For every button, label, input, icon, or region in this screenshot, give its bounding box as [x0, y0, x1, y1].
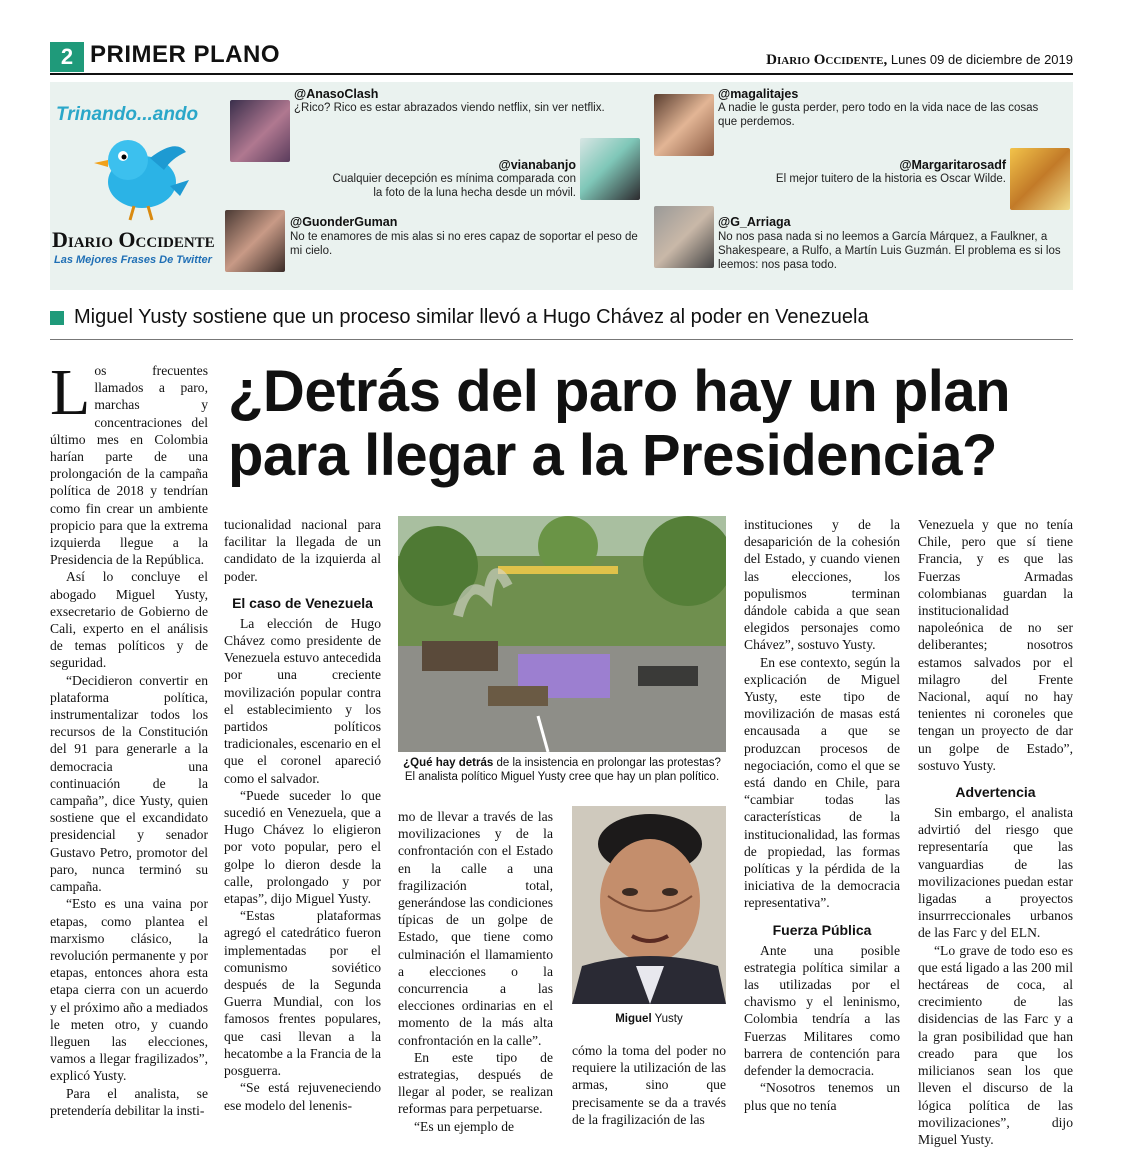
paragraph: Así lo concluye el abogado Miguel Yusty, exsecretario de Gobierno de Cali, experto en el análisis de temas políticos y de seguridad.: [50, 569, 208, 671]
article-column-2: [224, 516, 381, 1114]
protest-photo: [398, 516, 726, 752]
issue-date: Lunes 09 de diciembre de 2019: [890, 52, 1073, 67]
caption-text: Yusty: [651, 1013, 683, 1025]
subtitle-marker: [50, 311, 64, 325]
paragraph: “Estas plataformas agregó el catedrático fueron implementadas por el comunismo soviético después de la Segunda Guerra Mundial, con los famosos frentes populares, que casi llevan a la hecatombe a la Francia de la posguerra.: [224, 908, 381, 1079]
section-heading: Advertencia: [955, 784, 1036, 801]
paragraph: En ese contexto, según la explicación de Miguel Yusty, este tipo de movilización de masas está encausada a que se produzcan procesos de negociación, como el que se está dando en Chile, para “cambiar todas las características de la institucionalidad, las formas de propiedad, las formas políticas y la pérdida de la iniciativa de la democracia representativa”.: [744, 654, 900, 911]
paragraph: “Es un ejemplo de: [414, 1118, 515, 1134]
twitter-bird-icon: [90, 130, 190, 222]
paragraph: cómo la toma del poder no requiere la utilización de las armas, sino que precisamente se da a través de la fragilización de las: [572, 1043, 726, 1127]
paragraph: tucionalidad nacional para facilitar la llegada de un candidato de la izquierda al poder.: [224, 517, 381, 584]
portrait-caption: [572, 1012, 726, 1026]
subtitle-rule: [50, 339, 1073, 340]
article-column-6: [918, 516, 1073, 1148]
tweet-handle: @AnasoClash: [294, 87, 379, 101]
paragraph: “Puede suceder lo que sucedió en Venezuela, que a Hugo Chávez lo eligieron por voto popular, pero el golpe lo dieron desde la calle, prolongado y por etapas”, dijo Miguel Yusty.: [224, 787, 381, 907]
paragraph: Ante una posible estrategia política similar a las utilizadas por el chavismo y el leninismo, Colombia tendría a las Fuerzas Militares como barrera de contención para defender la democracia.: [744, 942, 900, 1079]
section-title: PRIMER PLANO: [90, 41, 281, 68]
twitter-quotes-panel: [50, 82, 1073, 290]
page-number: 2: [50, 42, 84, 72]
twitter-brand: [50, 82, 228, 290]
section-heading: Fuerza Pública: [772, 921, 872, 938]
paper-name: Diario Occidente,: [766, 52, 888, 68]
tweet-text: No nos pasa nada si no leemos a García Márquez, a Faulkner, a Shakespeare, a Rulfo, a Martín Luis Guzmán. El problema es si los leemos: nos pasa todo.: [718, 231, 1061, 271]
caption-lead: Miguel: [615, 1013, 652, 1025]
tweet-text: A nadie le gusta perder, pero todo en la vida nace de las cosas que perdemos.: [718, 102, 1039, 128]
header-rule: [50, 73, 1073, 75]
avatar: [580, 138, 640, 200]
avatar: [654, 94, 714, 156]
tweet-handle: @vianabanjo: [498, 158, 576, 172]
article-column-4: [572, 1042, 726, 1128]
paragraph: “Esto es una vaina por etapas, como plantea el marxismo clásico, la revolución permanente y por etapas, entonces ahora esta etapa cierra con un acuerdo y el próximo año a mediados le meten otro, y cuando lleguen las elecciones, vamos a llegar fragilizados”, explicó Yusty.: [50, 896, 208, 1084]
brand-tagline: Las Mejores Frases De Twitter: [54, 254, 212, 266]
article-subtitle: Miguel Yusty sostiene que un proceso similar llevó a Hugo Chávez al poder en Venezuela: [74, 306, 869, 328]
tweet-text: No te enamores de mis alas si no eres capaz de soportar el peso de mi cielo.: [290, 231, 638, 257]
article-column-3: [398, 808, 553, 1135]
section-heading: El caso de Venezuela: [232, 594, 373, 611]
paragraph: “Lo grave de todo eso es que está ligado a las 200 mil hectáreas de coca, al crecimiento de las disidencias de las Farc y a la gran posibilidad que han creado para que los milicianos sean los que lleven el discurso de la lógica política de las movilizaciones”, dijo Miguel Yusty.: [918, 942, 1073, 1147]
drop-cap: L: [50, 356, 91, 429]
paragraph: instituciones y de la desaparición de la cohesión del Estado, y cuando vienen las elecciones, los populismos terminan dándole cabida a que sean elegidos personajes como Chávez”, sostuvo Yusty.: [744, 517, 900, 653]
tweet-text: El mejor tuitero de la historia es Oscar Wilde.: [775, 173, 1006, 185]
twitter-box-title: Trinando...ando: [56, 104, 199, 125]
paragraph: “Se está rejuveneciendo ese modelo del lenenis-: [224, 1080, 381, 1113]
caption-text: de la insistencia en prolongar las protestas? El analista político Miguel Yusty cree que hay un plan político.: [404, 757, 721, 783]
paragraph: Venezuela y que no tenía Chile, pero que sí tiene Francia, y es que las Fuerzas Armadas colombianas guardan la institucionalidad napoleónica de no ser deliberantes; nosotros estamos salvados por el milagro del Frente Nacional, aquí no hay tenientes ni coroneles que tengan un proyecto de dar un golpe de Estado”, sostuvo Yusty.: [918, 517, 1073, 773]
tweet-text: ¿Rico? Rico es estar abrazados viendo netflix, sin ver netflix.: [294, 102, 605, 114]
tweet-handle: @magalitajes: [718, 87, 799, 101]
portrait-photo: [572, 806, 726, 1004]
paragraph: “Nosotros tenemos un plus que no tenía: [744, 1080, 900, 1113]
brand-name: Diario Occidente: [52, 227, 215, 252]
masthead: [766, 52, 1073, 69]
paragraph: Para el analista, se pretendería debilitar la insti-: [50, 1085, 208, 1118]
avatar: [225, 210, 285, 272]
tweet-handle: @Margaritarosadf: [899, 158, 1006, 172]
paragraph: mo de llevar a través de las movilizaciones y de la confrontación con el Estado en la calle a una fragilización total, generándose las condiciones típicas de un golpe de Estado, que tiene como culminación el llamamiento a elecciones o la concurrencia a las elecciones ordinarias en el momento de la más alta confrontación en la calle”.: [398, 809, 553, 1048]
tweet-handle: @GuonderGuman: [290, 215, 398, 229]
tweet-text: Cualquier decepción es mínima comparada con la foto de la luna hecha desde un móvil.: [332, 173, 576, 199]
article-column-5: [744, 516, 900, 1114]
article-headline: ¿Detrás del paro hay un plan para llegar a la Presidencia?: [228, 359, 1011, 488]
avatar: [230, 100, 290, 162]
paragraph: os frecuentes llamados a paro, marchas y concentraciones del último mes en Colombia harían parte de una prolongación de la campaña política de 2018 y tendrían como fin crear un ambiente propicio para que la extrema izquierda llegue a la Presidencia de la República.: [50, 363, 208, 568]
paragraph: “Decidieron convertir en plataforma política, instrumentalizar todos los recursos de la Constitución del 91 para generarle a la democracia una continuación de la campaña”, dice Yusty, quien sostiene que el excandidato presidencial y senador Gustavo Petro, promotor del paro, nunca terminó su campaña.: [50, 672, 208, 895]
caption-lead: ¿Qué hay detrás: [403, 757, 494, 769]
photo-caption: [398, 756, 726, 784]
tweet-handle: @G_Arriaga: [718, 215, 791, 229]
paragraph: La elección de Hugo Chávez como presidente de Venezuela estuvo antecedida por una creciente movilización popular contra el establecimiento y los partidos políticos tradicionales, escenario en el que el coronel apareció como el salvador.: [224, 615, 382, 786]
paragraph: En este tipo de estrategias, después de llegar al poder, se realizan reformas para perpetuarse.: [398, 1049, 553, 1117]
avatar: [654, 206, 714, 268]
paragraph: Sin embargo, el analista advirtió del riesgo que representaría que las vanguardias de las movilizaciones puedan estar ligadas a proyectos insurrreccionales urbanos de las Farc y del ELN.: [918, 805, 1073, 941]
article-column-1: [50, 356, 208, 1119]
miguel-yusty-portrait: [572, 806, 726, 1004]
avatar: [1010, 148, 1070, 210]
protest-scene-image: [398, 516, 726, 752]
